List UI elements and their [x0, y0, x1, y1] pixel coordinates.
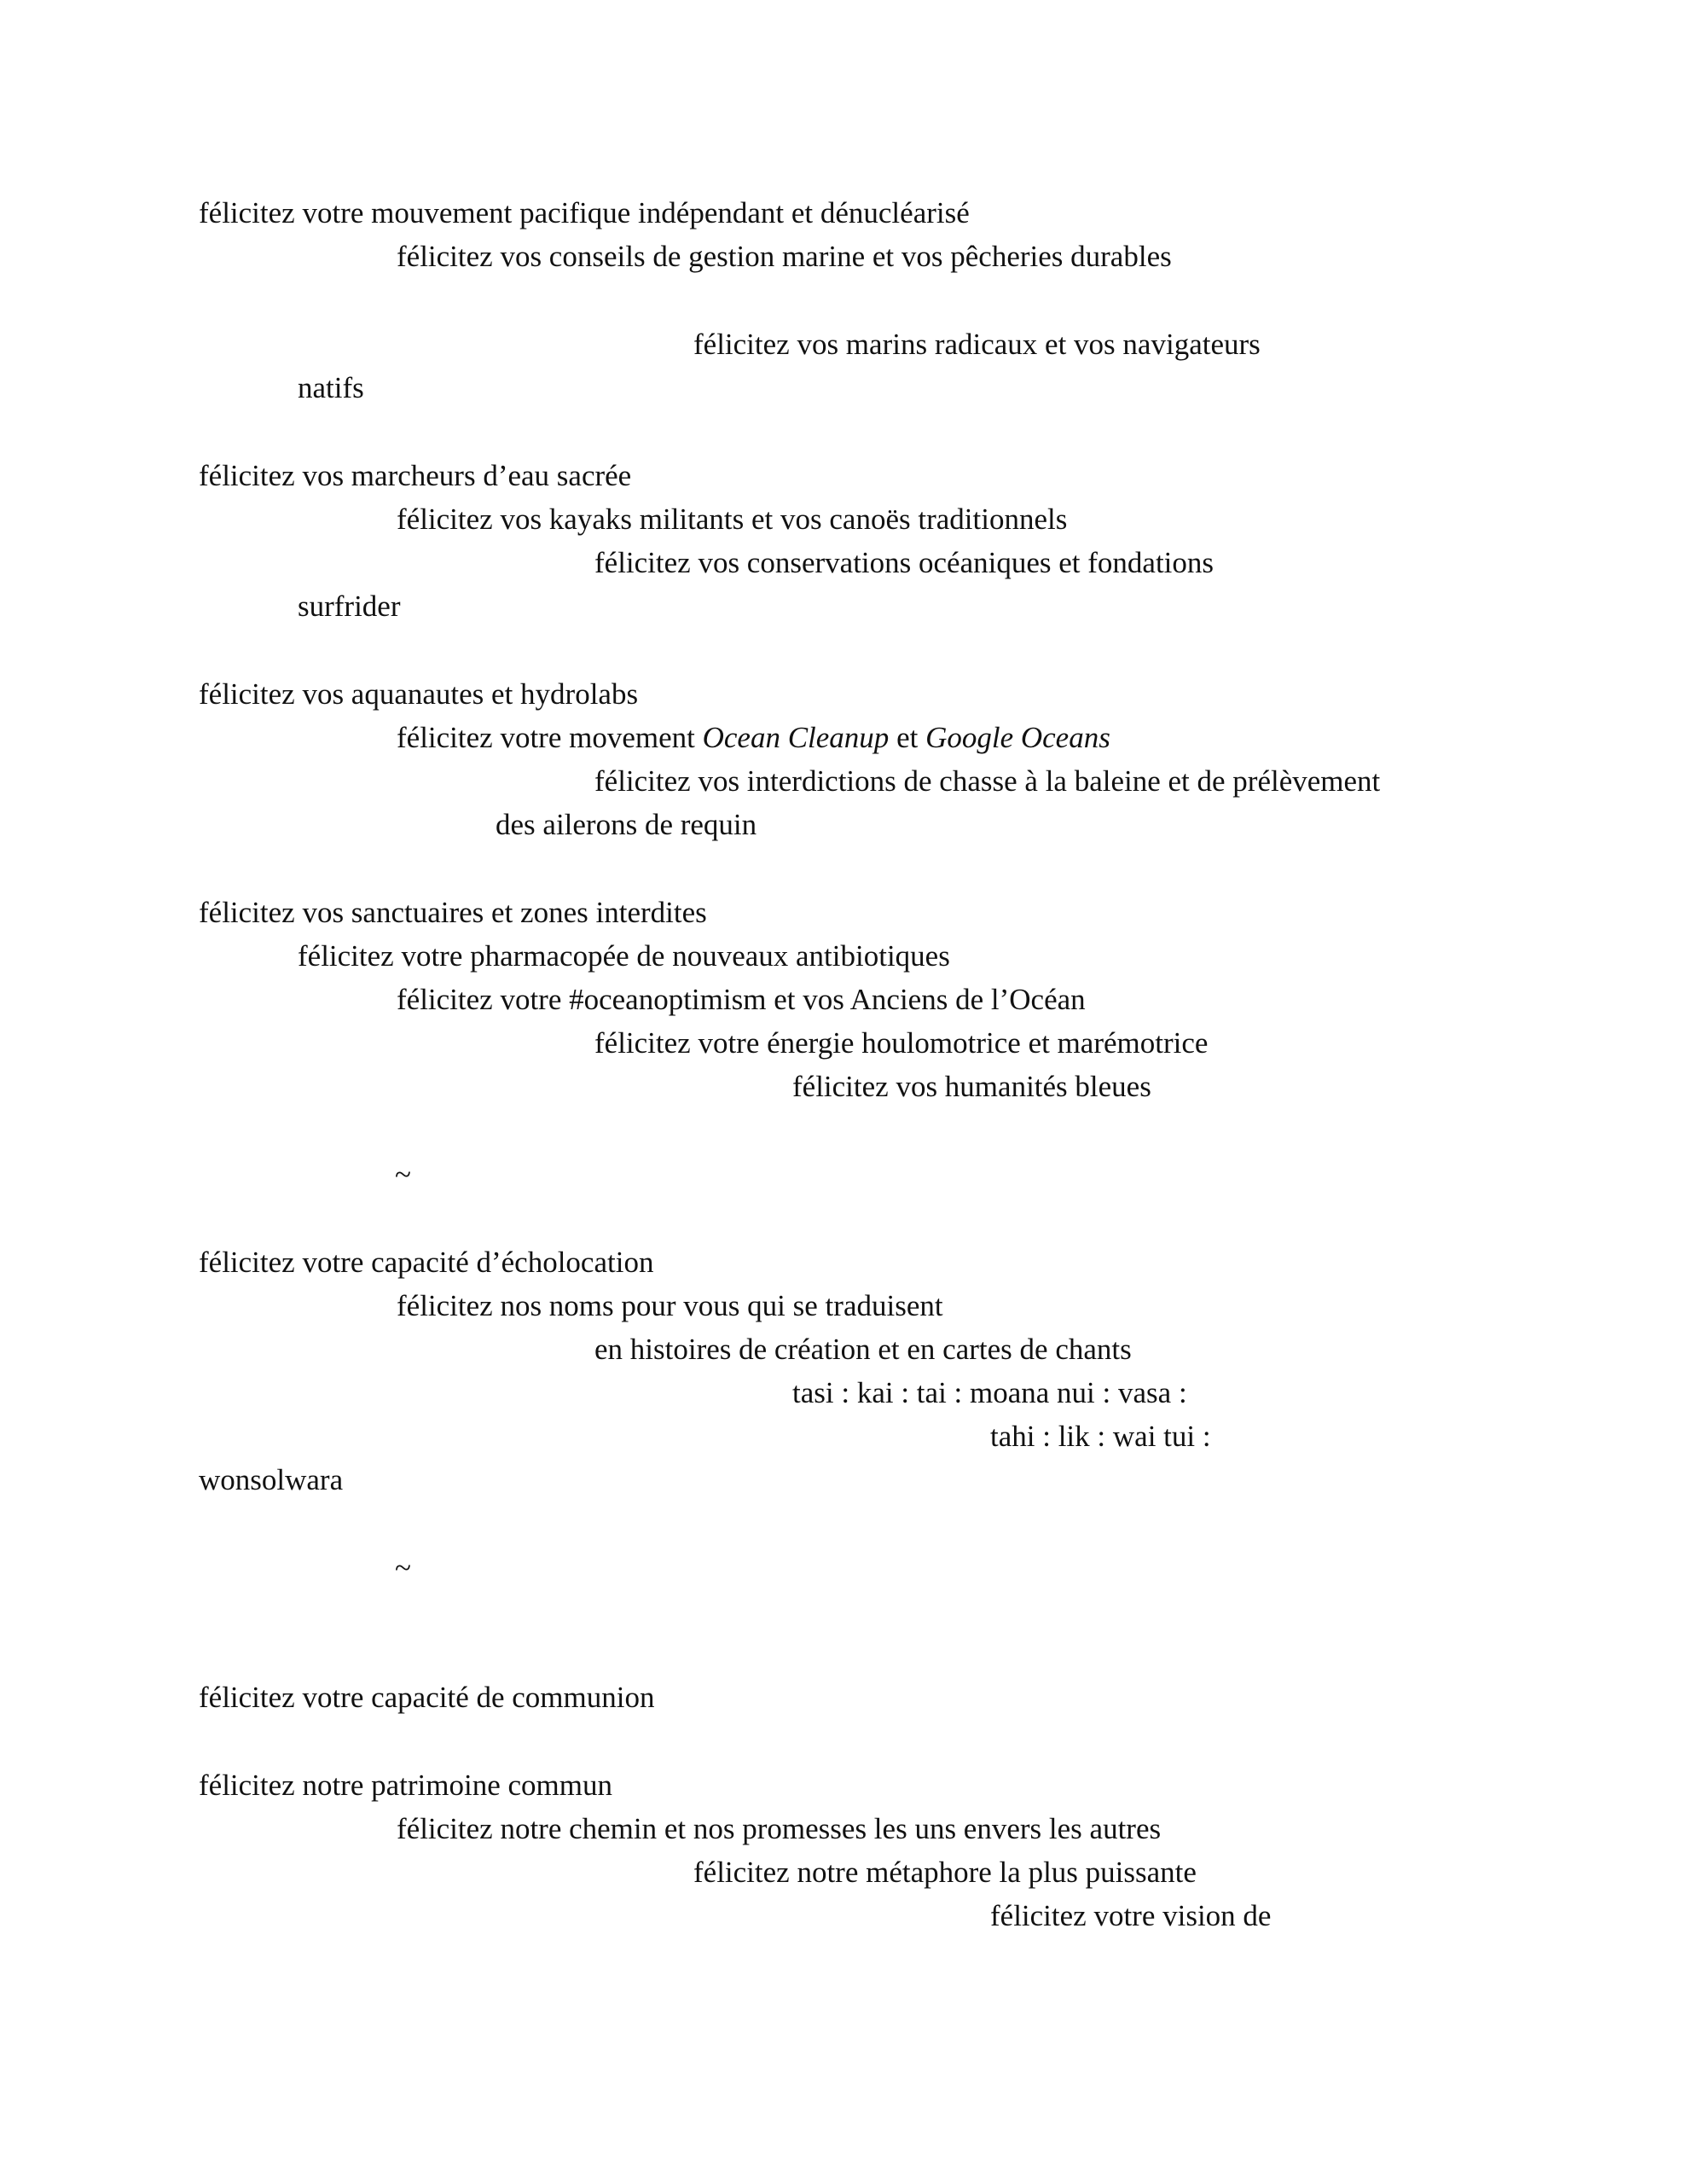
- poem-line: des ailerons de requin: [496, 808, 757, 841]
- poem-line: félicitez notre métaphore la plus puissante: [693, 1856, 1197, 1889]
- poem-text: et: [889, 721, 926, 754]
- poem-line: félicitez votre capacité de communion: [199, 1681, 655, 1714]
- section-divider-tilde: ~: [395, 1158, 411, 1191]
- poem-line: wonsolwara: [199, 1463, 344, 1496]
- poem-line: félicitez vos marcheurs d’eau sacrée: [199, 459, 632, 492]
- poem-line: félicitez votre capacité d’écholocation: [199, 1246, 654, 1279]
- poem-line: félicitez votre #oceanoptimism et vos Anciens de l’Océan: [397, 983, 1086, 1016]
- poem-line: félicitez votre pharmacopée de nouveaux antibiotiques: [298, 939, 950, 973]
- poem-line: tasi : kai : tai : moana nui : vasa :: [792, 1376, 1187, 1409]
- poem-line: félicitez vos conseils de gestion marine et vos pêcheries durables: [397, 240, 1172, 273]
- poem-line: félicitez vos interdictions de chasse à la baleine et de prélèvement: [594, 764, 1381, 798]
- poem-line: tahi : lik : wai tui :: [990, 1420, 1211, 1453]
- poem-line: félicitez vos humanités bleues: [792, 1070, 1151, 1103]
- poem-line: félicitez vos conservations océaniques et fondations: [594, 546, 1215, 579]
- poem-line: félicitez votre énergie houlomotrice et marémotrice: [594, 1026, 1209, 1060]
- poem-line: félicitez vos aquanautes et hydrolabs: [199, 677, 639, 711]
- poem-line: [397, 721, 1110, 755]
- poem-line: félicitez votre vision de: [990, 1899, 1272, 1932]
- section-divider-tilde: ~: [395, 1551, 411, 1584]
- poem-line: félicitez nos noms pour vous qui se traduisent: [397, 1289, 943, 1322]
- poem-italic-title: Ocean Cleanup: [702, 721, 890, 754]
- poem-line: surfrider: [298, 590, 401, 623]
- poem-line: félicitez vos marins radicaux et vos navigateurs: [693, 328, 1261, 361]
- poem-line: félicitez notre chemin et nos promesses les uns envers les autres: [397, 1812, 1162, 1845]
- poem-text: félicitez votre movement: [397, 721, 703, 754]
- poem-line: félicitez vos kayaks militants et vos canoës traditionnels: [397, 502, 1068, 536]
- poem-line: en histoires de création et en cartes de chants: [594, 1333, 1132, 1366]
- poem-line: félicitez notre patrimoine commun: [199, 1769, 612, 1802]
- poem-line: natifs: [298, 371, 364, 404]
- poem-italic-title: Google Oceans: [925, 721, 1110, 754]
- poem-line: félicitez votre mouvement pacifique indépendant et dénucléarisé: [199, 196, 970, 229]
- poem-line: félicitez vos sanctuaires et zones interdites: [199, 896, 707, 929]
